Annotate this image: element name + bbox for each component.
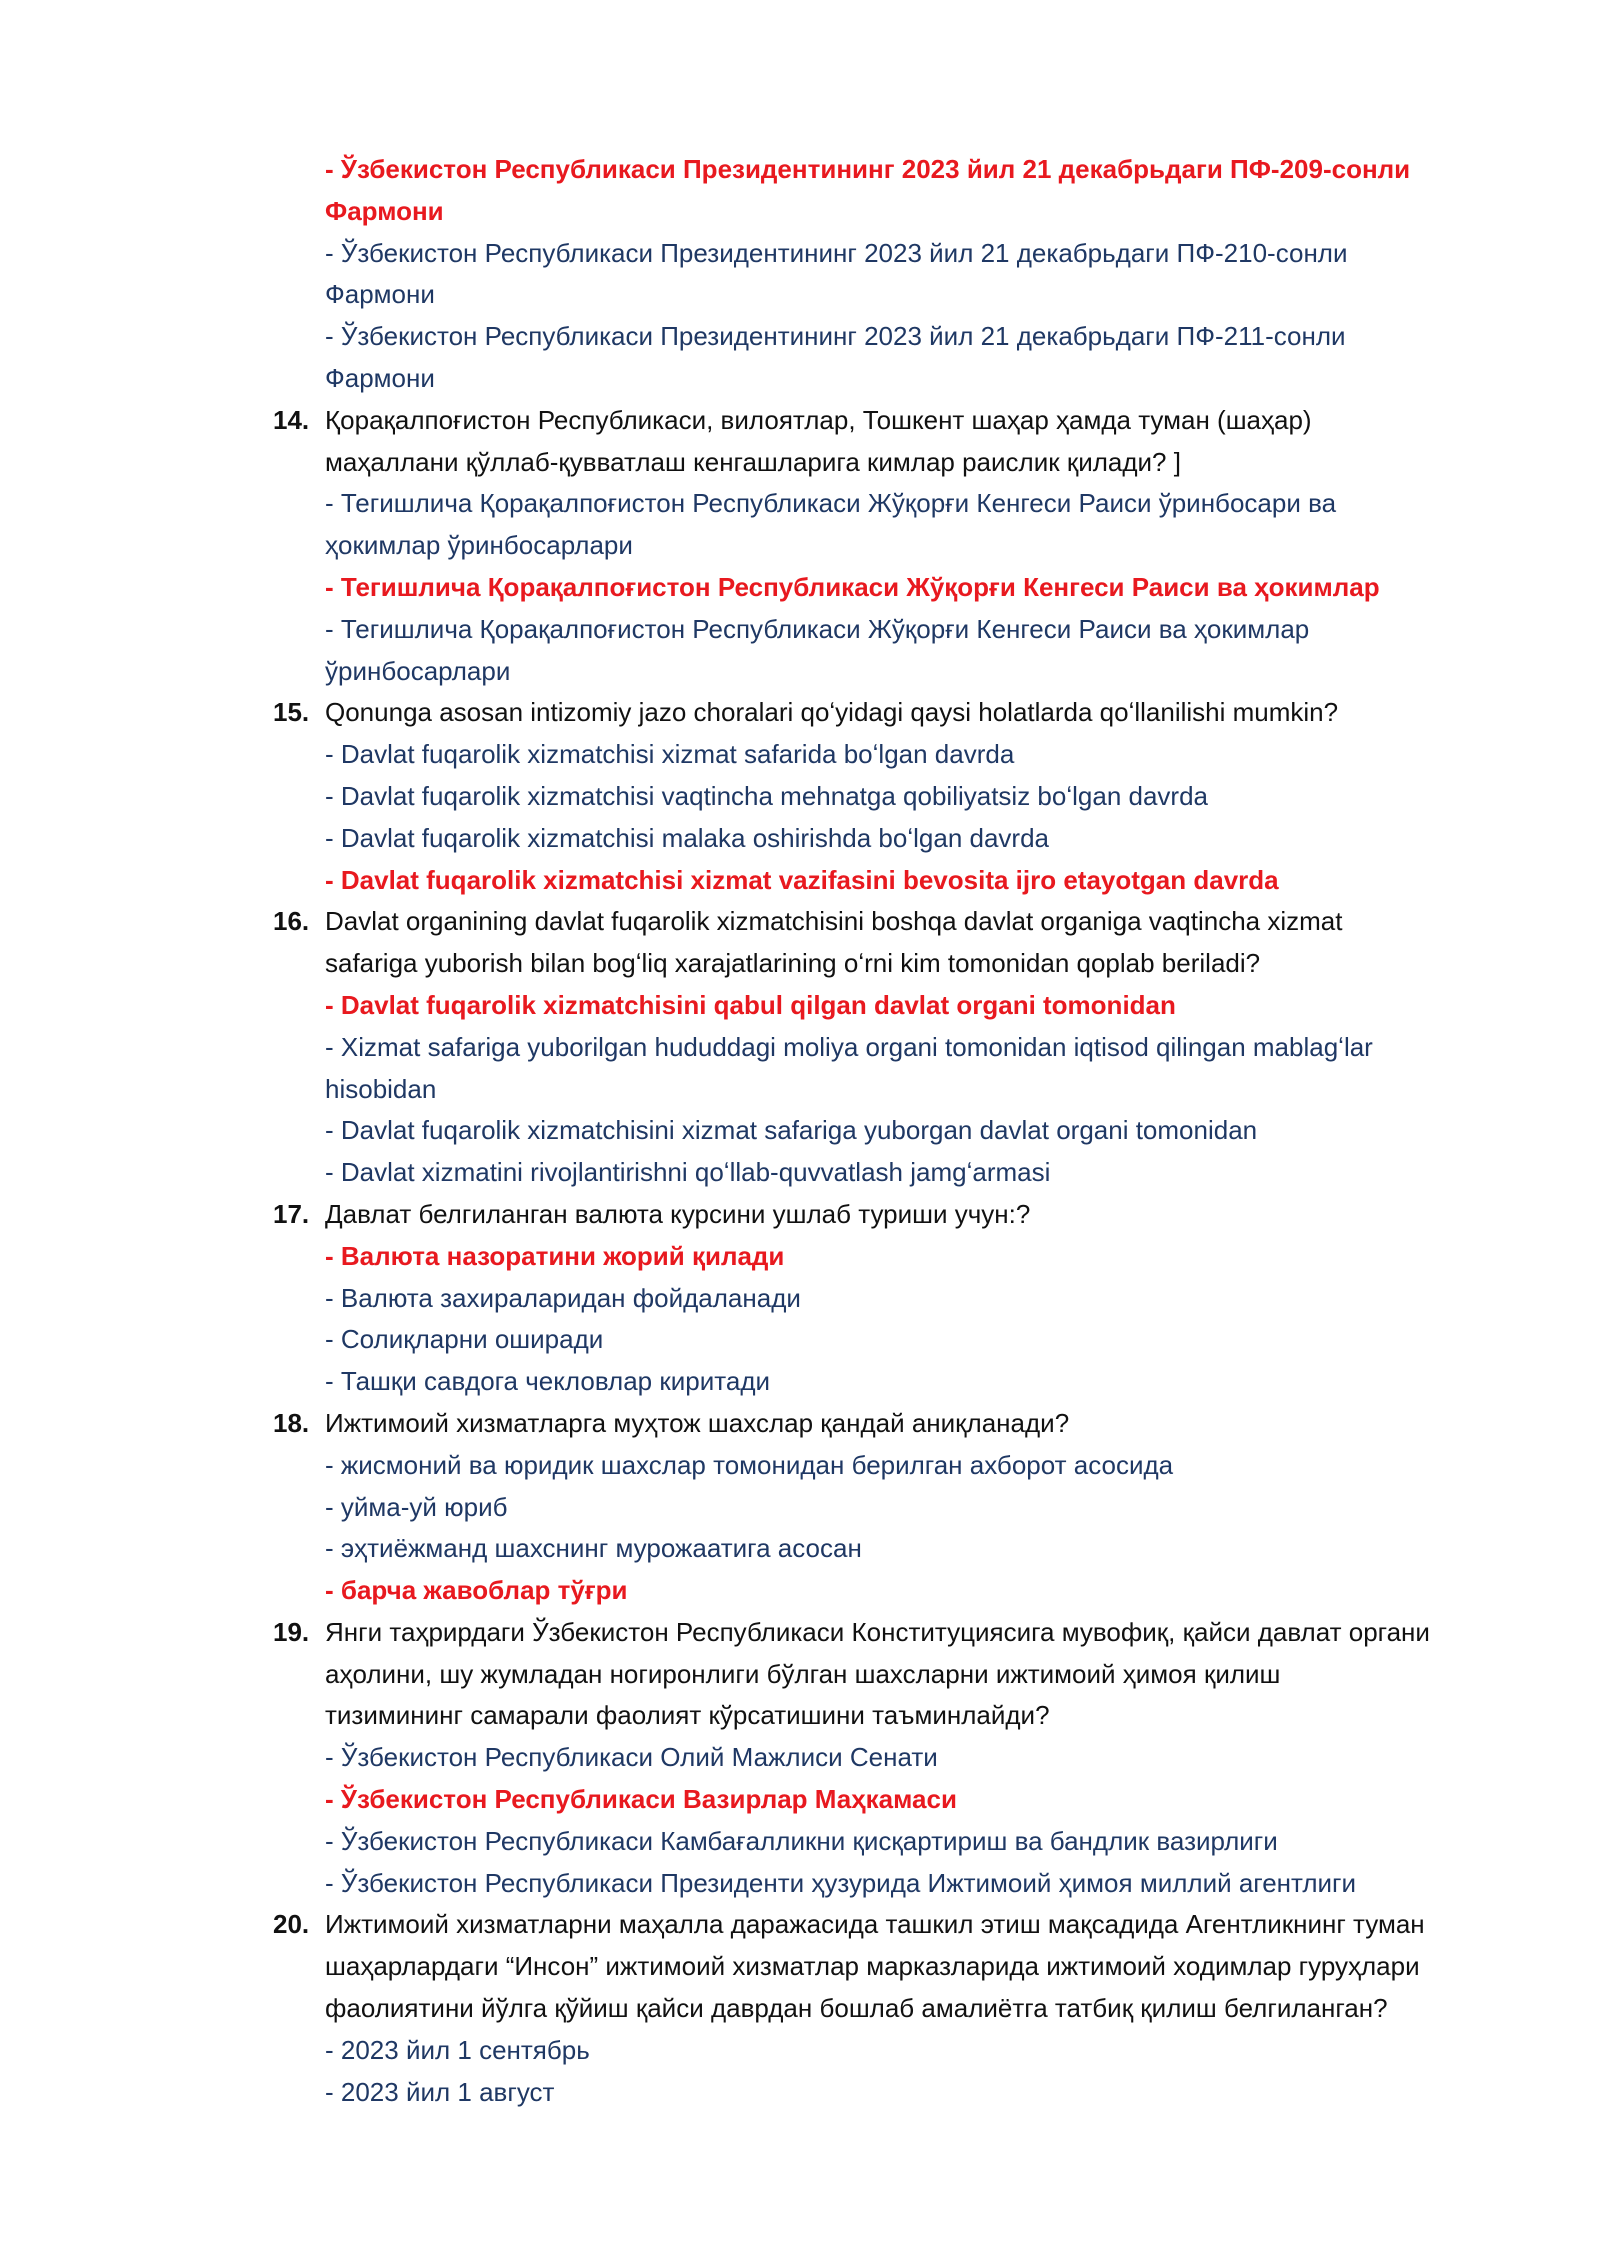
question-number: 19.: [273, 1616, 310, 1647]
question-text-line: [273, 1194, 1525, 1236]
question-text-line: [273, 1612, 1525, 1654]
answer-option-line: - Ўзбекистон Республикаси Президенти ҳузурида Ижтимоий ҳимоя миллий агентлиги: [325, 1867, 1357, 1898]
question-text: Ижтимоий хизматларни маҳалла даражасида ташкил этиш мақсадида Агентликнинг туман: [325, 1909, 1425, 1940]
answer-option-line: Фармони: [325, 362, 435, 393]
answer-option-line: - Xizmat safariga yuborilgan hududdagi moliya organi tomonidan iqtisod qilingan mablagʻlar: [325, 1031, 1373, 1062]
question-text-line: [273, 400, 1525, 442]
answer-option-line: - Тегишлича Қорақалпоғистон Республикаси Жўқорғи Кенгеси Раиси ўринбосари ва: [325, 488, 1337, 519]
correct-answer-line: Фармони: [325, 195, 444, 226]
correct-answer-line: - Davlat fuqarolik xizmatchisi xizmat vazifasini bevosita ijro etayotgan davrda: [325, 864, 1279, 895]
question-text-line: [325, 442, 1525, 484]
answer-option-line: - Davlat fuqarolik xizmatchisi malaka oshirishda boʻlgan davrda: [325, 822, 1050, 853]
question-number: 18.: [273, 1407, 310, 1438]
question-text: Qonunga asosan intizomiy jazo choralari qoʻyidagi qaysi holatlarda qoʻllanilishi mumkin?: [325, 697, 1339, 728]
correct-answer-line: - Валюта назоратини жорий қилади: [325, 1240, 785, 1271]
answer-option-line: - Davlat fuqarolik xizmatchisi xizmat safarida boʻlgan davrda: [325, 739, 1015, 770]
answer-option-line: hisobidan: [325, 1073, 437, 1104]
question-block: [0, 901, 1600, 1194]
question-text-line: [273, 1403, 1525, 1445]
question-text-line: [273, 1904, 1525, 1946]
answer-option-line: - эҳтиёжманд шахснинг мурожаатига асосан: [325, 1533, 862, 1564]
correct-answer-line: - Ўзбекистон Республикаси Вазирлар Маҳкамаси: [325, 1784, 957, 1815]
question-number: 17.: [273, 1198, 310, 1229]
question-number: 15.: [273, 697, 310, 728]
question-text: Давлат белгиланган валюта курсини ушлаб туриши учун:?: [325, 1198, 1031, 1229]
answer-option-line: - Davlat fuqarolik xizmatchisi vaqtincha mehnatga qobiliyatsiz boʻlgan davrda: [325, 780, 1209, 811]
question-text-line: [325, 1654, 1525, 1696]
correct-answer-line: - Davlat fuqarolik xizmatchisini qabul qilgan davlat organi tomonidan: [325, 989, 1176, 1020]
correct-answer-line: - барча жавоблар тўғри: [325, 1575, 628, 1606]
question-text: аҳолини, шу жумладан ногиронлиги бўлган шахсларни ижтимоий ҳимоя қилиш: [325, 1658, 1281, 1689]
answer-option-line: ҳокимлар ўринбосарлари: [325, 530, 633, 561]
answer-option-line: - 2023 йил 1 сентябрь: [325, 2034, 590, 2065]
question-block: [0, 1403, 1600, 1612]
question-text-line: [273, 692, 1525, 734]
answer-option-line: - Ўзбекистон Республикаси Олий Мажлиси Сенати: [325, 1742, 938, 1773]
question-text: маҳаллани қўллаб-қувватлаш кенгашларига кимлар раислик қилади? ]: [325, 446, 1181, 477]
answer-option-line: - жисмоний ва юридик шахслар томонидан берилган ахборот асосида: [325, 1449, 1174, 1480]
question-text-line: [273, 901, 1525, 943]
answer-option-line: - Davlat fuqarolik xizmatchisini xizmat safariga yuborgan davlat organi tomonidan: [325, 1115, 1258, 1146]
question-block: [0, 400, 1600, 693]
question-text: фаолиятини йўлга қўйиш қайси даврдан бошлаб амалиётга татбиқ қилиш белгиланган?: [325, 1993, 1388, 2024]
answer-option-line: - уйма-уй юриб: [325, 1491, 508, 1522]
correct-answer-line: - Ўзбекистон Республикаси Президентининг 2023 йил 21 декабрьдаги ПФ-209-сонли: [325, 154, 1411, 184]
answer-option-line: - Тегишлича Қорақалпоғистон Республикаси Жўқорғи Кенгеси Раиси ва ҳокимлар: [325, 613, 1310, 644]
answer-option-line: - Ташқи савдога чекловлар киритади: [325, 1366, 771, 1397]
question-text: тизимининг самарали фаолият кўрсатишини таъминлайди?: [325, 1700, 1050, 1731]
question-text: Ижтимоий хизматларга муҳтож шахслар қандай аниқланади?: [325, 1407, 1070, 1438]
question-text: шаҳарлардаги “Инсон” ижтимоий хизматлар марказларида ижтимоий ходимлар гуруҳлари: [325, 1951, 1420, 1982]
answer-option-line: - Ўзбекистон Республикаси Президентининг 2023 йил 21 декабрьдаги ПФ-211-сонли: [325, 321, 1346, 352]
correct-answer-line: - Тегишлича Қорақалпоғистон Республикаси Жўқорғи Кенгеси Раиси ва ҳокимлар: [325, 571, 1380, 602]
question-block: [0, 1904, 1600, 2113]
answer-option-line: Фармони: [325, 279, 435, 310]
question-text: safariga yuborish bilan bogʻliq xarajatlarining oʻrni kim tomonidan qoplab beriladi?: [325, 948, 1261, 979]
question-text-line: [325, 1988, 1525, 2030]
answer-option-line: - Солиқларни оширади: [325, 1324, 604, 1355]
question-number: 14.: [273, 404, 310, 435]
question-block: [0, 1194, 1600, 1403]
question-text: Davlat organining davlat fuqarolik xizmatchisini boshqa davlat organiga vaqtincha xizmat: [325, 906, 1343, 937]
question-number: 16.: [273, 906, 310, 937]
answer-option-line: - Davlat xizmatini rivojlantirishni qoʻllab-quvvatlash jamgʻarmasi: [325, 1157, 1051, 1188]
answer-option-line: - Ўзбекистон Республикаси Камбағалликни қисқартириш ва бандлик вазирлиги: [325, 1825, 1278, 1856]
question-text-line: [325, 1946, 1525, 1988]
question-block: [0, 1612, 1600, 1905]
question-number: 20.: [273, 1909, 310, 1940]
question-block: [0, 692, 1600, 901]
question-text-line: [325, 943, 1525, 985]
answer-option-line: - Валюта захираларидан фойдаланади: [325, 1282, 801, 1313]
answer-option-line: ўринбосарлари: [325, 655, 511, 686]
question-text: Қорақалпоғистон Республикаси, вилоятлар, Тошкент шаҳар ҳамда туман (шаҳар): [325, 404, 1312, 435]
answer-option-line: - 2023 йил 1 август: [325, 2076, 555, 2107]
question-text-line: [325, 1695, 1525, 1737]
question-text: Янги таҳрирдаги Ўзбекистон Республикаси Конституциясига мувофиқ, қайси давлат органи: [325, 1616, 1430, 1647]
answer-option-line: - Ўзбекистон Республикаси Президентининг 2023 йил 21 декабрьдаги ПФ-210-сонли: [325, 237, 1348, 268]
